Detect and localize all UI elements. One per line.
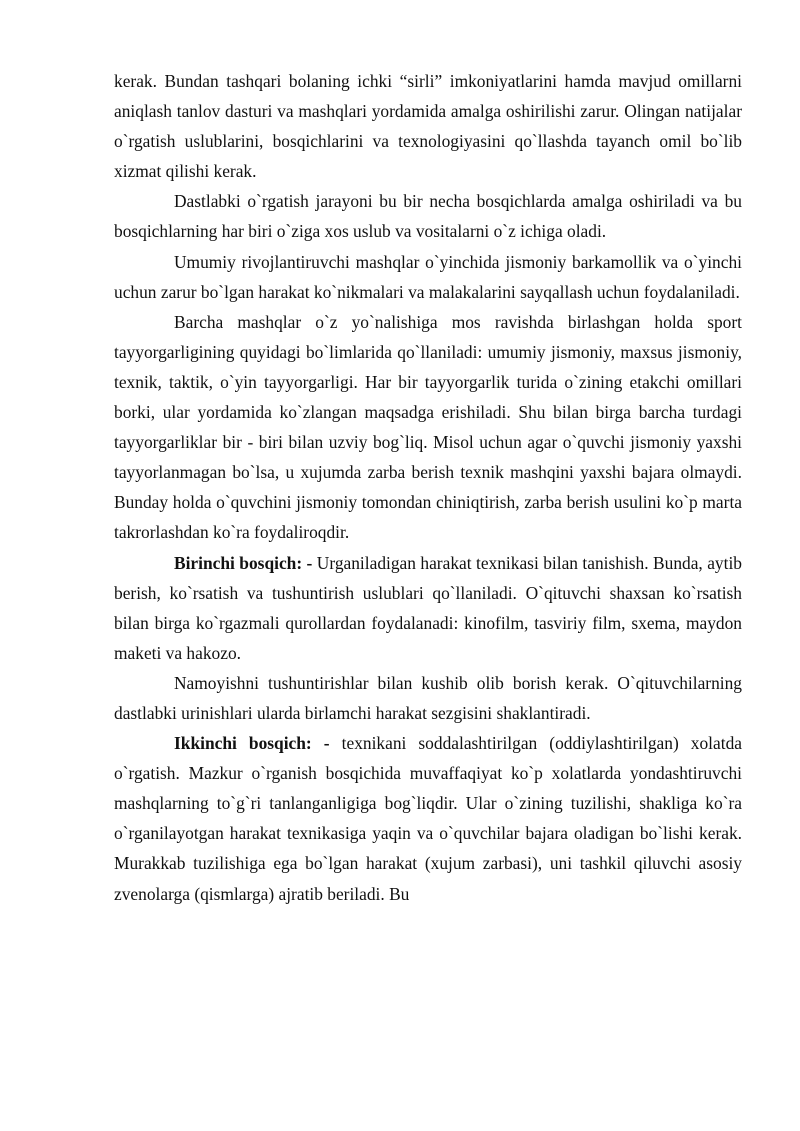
paragraph-1 xyxy=(114,66,742,186)
paragraph-4-text: Barcha mashqlar o`z yo`nalishiga mos ravishda birlashgan holda sport tayyorgarligining quyidagi bo`limlarida qo`llaniladi: umumiy jismoniy, maxsus jismoniy, texnik, taktik, o`yin tayyorgarligi. Har bir tayyorgarlik turida o`zining etakchi omillari borki, ular yordamida ko`zlangan maqsadga erishiladi. Shu bilan birga barcha turdagi tayyorgarliklar bir - biri bilan uzviy bog`liq. Misol uchun agar o`quvchi jismoniy yaxshi tayyorlanmagan bo`lsa, u xujumda zarba berish texnik mashqini yaxshi bajara olmaydi. Bunday holda o`quvchini jismoniy tomondan chiniqtirish, zarba berish usulini ko`p marta takrorlashdan ko`ra foydaliroqdir. xyxy=(114,311,742,543)
paragraph-5-text: Urganiladigan harakat texnikasi bilan tanishish. Bunda, aytib berish, ko`rsatish va tushuntirish uslublari qo`llaniladi. O`qituvchi shaxsan ko`rsatish bilan birga ko`rgazmali qurollardan foydalanadi: kinofilm, tasviriy film, sxema, maydon maketi va hakozo. xyxy=(114,552,742,663)
paragraph-2-text: Dastlabki o`rgatish jarayoni bu bir necha bosqichlarda amalga oshiriladi va bu bosqichlarning har biri o`ziga xos uslub va vositalarni o`z ichiga oladi. xyxy=(114,191,742,242)
stage-two-heading: Ikkinchi bosqich: - xyxy=(174,733,330,754)
paragraph-3 xyxy=(114,247,742,307)
paragraph-1-text: kerak. Bundan tashqari bolaning ichki “sirli” imkoniyatlarini hamda mavjud omillarni aniqlash tanlov dasturi va mashqlari yordamida amalga oshirilishi zarur. Olingan natijalar o`rgatish uslublarini, bosqichlarini va texnologiyasini qo`llashda tayanch omil bo`lib xizmat qilishi kerak. xyxy=(114,71,742,182)
paragraph-6 xyxy=(114,668,742,728)
document-page xyxy=(114,66,742,909)
stage-one-heading: Birinchi bosqich: - xyxy=(174,552,313,573)
paragraph-7 xyxy=(114,728,742,909)
paragraph-2 xyxy=(114,186,742,246)
paragraph-6-text: Namoyishni tushuntirishlar bilan kushib olib borish kerak. O`qituvchilarning dastlabki urinishlari ularda birlamchi harakat sezgisini shaklantiradi. xyxy=(114,672,742,723)
paragraph-3-text: Umumiy rivojlantiruvchi mashqlar o`yinchida jismoniy barkamollik va o`yinchi uchun zarur bo`lgan harakat ko`nikmalari va malakalarini sayqallash uchun foydalaniladi. xyxy=(114,251,742,302)
paragraph-7-text: texnikani soddalashtirilgan (oddiylashtirilgan) xolatda o`rgatish. Mazkur o`rganish bosqichida muvaffaqiyat ko`p xolatlarda yondashtiruvchi mashqlarning to`g`ri tanlanganligiga bog`liqdir. Ular o`zining tuzilishi, shakliga ko`ra o`rganilayotgan harakat texnikasiga yaqin va o`quvchilar bajara oladigan bo`lishi kerak. Murakkab tuzilishiga ega bo`lgan harakat (xujum zarbasi), uni tashkil qiluvchi asosiy zvenolarga (qismlarga) ajratib beriladi. Bu xyxy=(114,733,742,904)
paragraph-5 xyxy=(114,548,742,668)
paragraph-4 xyxy=(114,307,742,548)
